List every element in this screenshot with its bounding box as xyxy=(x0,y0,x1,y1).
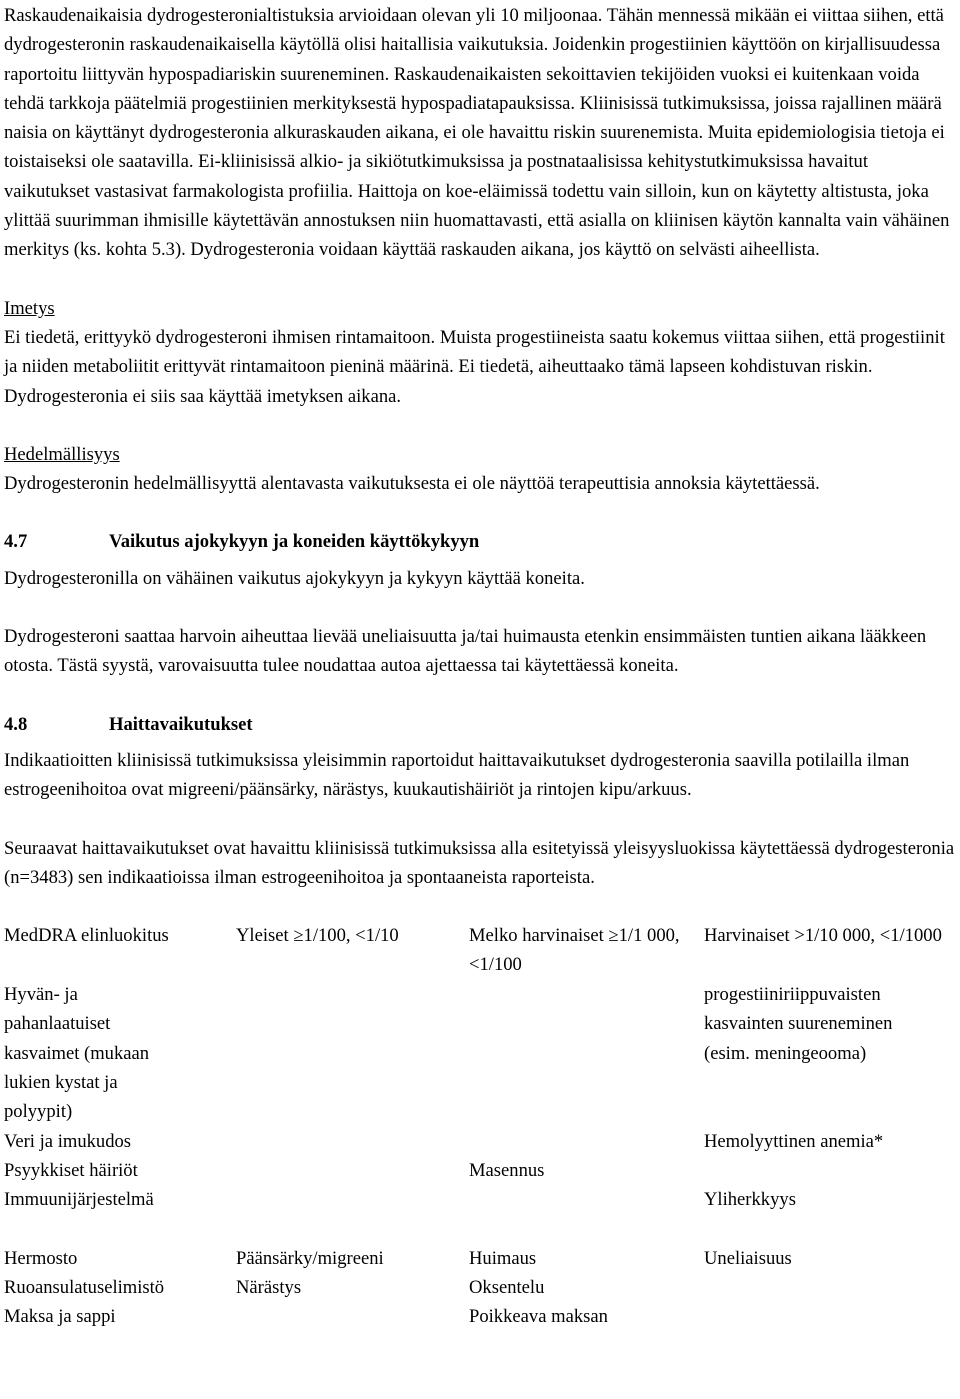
breastfeeding-text: Ei tiedetä, erittyykö dydrogesteroni ihmisen rintamaitoon. Muista progestiineista saatu kokemus viittaa siihen, että progestiinit ja niiden metaboliitit erittyvät rintamaitoon pieninä määrinä. Ei tiedetä, aiheuttaako tämä lapseen kohdistuvan riskin. Dydrogesteronia ei siis saa käyttää imetyksen aikana. xyxy=(4,326,945,407)
section-4-7-heading xyxy=(4,527,956,556)
section-4-8-title: Haittavaikutukset xyxy=(109,713,253,735)
table-header-uncommon: Melko harvinaiset ≥1/1 000, <1/100 xyxy=(469,925,680,976)
document-page xyxy=(4,1,956,1351)
fertility-text: Dydrogesteronin hedelmällisyyttä alentavasta vaikutuksesta ei ole näyttöä terapeuttisia annoksia käytettäessä. xyxy=(4,473,820,495)
table-cell-organ-class: Hermosto xyxy=(4,1248,78,1270)
breastfeeding-heading: Imetys xyxy=(4,297,55,319)
table-cell-organ-class: Ruoansulatuselimistö xyxy=(4,1277,165,1299)
table-cell-rare: Hemolyyttinen anemia* xyxy=(704,1131,884,1153)
table-cell-rare: Uneliaisuus xyxy=(704,1248,792,1270)
table-header-rare: Harvinaiset >1/10 000, <1/1000 xyxy=(704,925,942,947)
section-4-8-paragraph-1: Indikaatioitten kliinisissä tutkimuksissa yleisimmin raportoidut haittavaikutukset dydrogesteronia saavilla potilailla ilman estrogeenihoitoa ovat migreeni/päänsärky, närästys, kuukautishäiriöt ja rintojen kipu/arkuus. xyxy=(4,749,910,801)
section-4-7-paragraph-1: Dydrogesteronilla on vähäinen vaikutus ajokykyyn ja kykyyn käyttää koneita. xyxy=(4,567,585,589)
section-4-8-heading xyxy=(4,710,956,739)
table-cell-uncommon: Oksentelu xyxy=(469,1277,545,1299)
section-4-7-paragraph-2: Dydrogesteroni saattaa harvoin aiheuttaa lievää uneliaisuutta ja/tai huimausta etenkin ensimmäisten tuntien aikana lääkkeen otosta. Tästä syystä, varovaisuutta tulee noudattaa autoa ajettaessa tai käytettäessä koneita. xyxy=(4,626,927,677)
table-cell-organ-class: Maksa ja sappi xyxy=(4,1306,116,1328)
table-cell-rare: progestiiniriippuvaisten kasvainten suureneminen (esim. meningeooma) xyxy=(704,984,893,1064)
table-cell-rare: Yliherkkyys xyxy=(704,1189,796,1211)
section-4-8-paragraph-2: Seuraavat haittavaikutukset ovat havaittu kliinisissä tutkimuksissa alla esitetyissä yleisyysluokissa käytettäessä dydrogesteronia (n=3483) sen indikaatioissa ilman estrogeenihoitoa ja spontaaneista raporteista. xyxy=(4,837,955,888)
table-cell-uncommon: Huimaus xyxy=(469,1248,537,1270)
intro-paragraph: Raskaudenaikaisia dydrogesteronialtistuksia arvioidaan olevan yli 10 miljoonaa. Tähän mennessä mikään ei viittaa siihen, että dydrogesteronin raskaudenaikaisella käytöllä olisi haitallisia vaikutuksia. Joidenkin progestiinien käyttöön on kirjallisuudessa raportoitu liittyvän hypospadiariskin suureneminen. Raskaudenaikaisten sekoittavien tekijöiden vuoksi ei kuitenkaan voida tehdä tarkkoja päätelmiä progestiinien merkityksestä hypospadiatapauksissa. Kliinisissä tutkimuksissa, joissa rajallinen määrä naisia on käyttänyt dydrogesteronia alkuraskauden aikana, ei ole havaittu riskin suurenemista. Muita epidemiologisia tietoja ei toistaiseksi ole saatavilla. Ei-kliinisissä alkio- ja sikiötutkimuksissa ja postnataalisissa kehitystutkimuksissa havaitut vaikutukset vastasivat farmakologista profiilia. Haittoja on koe-eläimissä todettu vain silloin, kun on käytetty altistusta, joka ylittää suurimman ihmisille käytettävän annostuksen niin huomattavasti, että asialla on kliinisen käytön kannalta vain vähäinen merkitys (ks. kohta 5.3). Dydrogesteronia voidaan käyttää raskauden aikana, jos käyttö on selvästi aiheellista. xyxy=(4,5,950,261)
section-4-7-title: Vaikutus ajokykyyn ja koneiden käyttökykyyn xyxy=(109,531,480,553)
table-header-common: Yleiset ≥1/100, <1/10 xyxy=(236,925,399,947)
table-cell-uncommon: Poikkeava maksan xyxy=(469,1306,608,1328)
section-4-8-number: 4.8 xyxy=(4,713,28,735)
adverse-effects-table xyxy=(4,921,956,1351)
table-cell-organ-class: Psyykkiset häiriöt xyxy=(4,1160,138,1182)
table-cell-common: Närästys xyxy=(236,1277,302,1299)
section-4-7-number: 4.7 xyxy=(4,531,28,553)
table-header-organ-class: MedDRA elinluokitus xyxy=(4,925,169,947)
table-cell-organ-class: Veri ja imukudos xyxy=(4,1131,132,1153)
fertility-heading: Hedelmällisyys xyxy=(4,443,120,465)
table-cell-organ-class: Hyvän- ja pahanlaatuiset kasvaimet (mukaan lukien kystat ja polyypit) xyxy=(4,984,150,1123)
table-cell-uncommon: Masennus xyxy=(469,1160,545,1182)
table-cell-common: Päänsärky/migreeni xyxy=(236,1248,384,1270)
table-cell-organ-class: Immuunijärjestelmä xyxy=(4,1189,154,1211)
